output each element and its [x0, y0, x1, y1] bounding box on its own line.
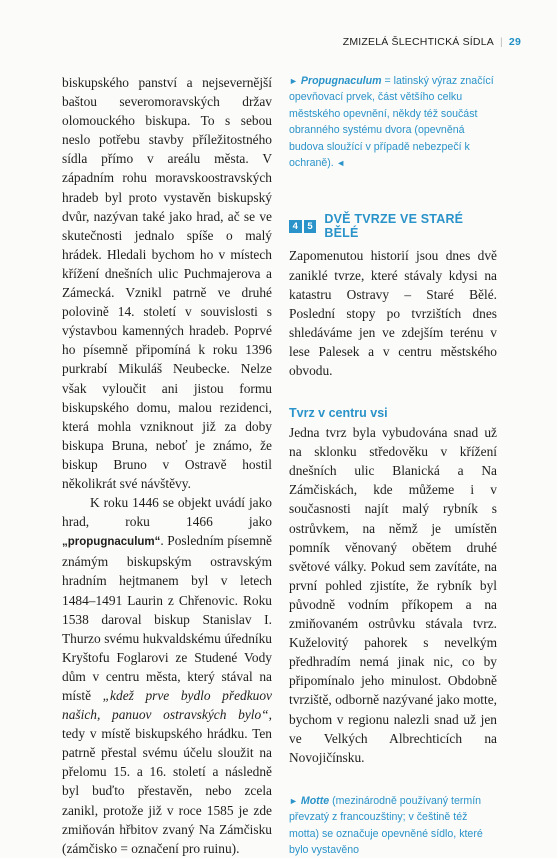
running-header	[343, 36, 521, 48]
glossary-term: Motte	[300, 794, 330, 807]
left-column	[62, 73, 272, 858]
subsection-heading: Tvrz v centru vsi	[289, 406, 388, 421]
map-marker-4: 4	[289, 220, 302, 233]
historical-quote: „kdež prve bydlo předkuov našich, panuov ostravských bylo“	[62, 688, 272, 723]
glossary-note-propugnaculum	[289, 73, 497, 171]
right-column	[289, 73, 497, 858]
section-title: DVĚ TVRZE VE STARÉ BĚLÉ	[324, 212, 464, 241]
chapter-title: ZMIZELÁ ŠLECHTICKÁ SÍDLA	[342, 36, 494, 48]
text-segment: K roku 1446 se objekt uvádí jako hrad, roku 1466 jako	[62, 495, 272, 530]
text-segment: , tedy v místě biskupského hrádku. Ten patrně přestal svému účelu sloužit na přelomu 15. a 16. století a následně byl buďto přestavěn, nebo zcela zanikl, protože již v roce 1585 je zde zmiňován hřbitov zvaný Na Zámčisku (zámčisko = označení pro ruinu).	[62, 707, 272, 856]
map-marker-5: 5	[304, 220, 317, 233]
glossary-note-motte	[289, 793, 497, 858]
section-heading	[289, 212, 497, 240]
section-intro: Zapomenutou historií jsou dnes dvě zaniklé tvrze, které stávaly kdysi na katastru Ostravy – Staré Bělé. Poslední stopy po tvrzištích dnes shledáváme jen ve zdejším terénu v lese Palesek a v centru městského obvodu.	[289, 248, 497, 378]
glossary-text: = latinský výraz značící opevňovací prvek, část většího celku městského opevnění, někdy též součást obranného systému dvora (opevněná budova sloužící v případě nebezpečí k ochraně).	[289, 75, 494, 170]
bold-term-propugnaculum: „propugnaculum“	[62, 536, 161, 549]
arrow-right-icon: ►	[289, 795, 298, 806]
text-segment: . Posledním písemně známým biskupským ostravským hradním hejtmanem byl v letech 1484–1491 Laurin z Chřenovic. Roku 1538 daroval biskup Stanislav I. Thurzo svému hukvaldskému úředníku Kryštofu Foglarovi ze Studené Vody dům v centru města, který stával na místě	[62, 533, 272, 703]
page-number: 29	[508, 36, 521, 48]
header-separator: |	[499, 36, 503, 48]
paragraph-bishop-castle: biskupského panství a nejsevernější baštou severomoravských držav olomouckého biskupa. To s sebou neslo potřebu stavby příležitostného sídla přímo v areálu města. V západním rohu moravskoostravských hradeb byl proto vystavěn biskupský dvůr, nazývan také jako hrad, ač se ve skutečnosti jednalo spíše o malý hrádek. Hledali bychom ho v místech křížení dnešních ulic Puchmajerova a Zámecká. Vznikl patrně ve druhé polovině 14. století v souvislosti s výstavbou kamenných hradeb. Poprvé ho písemně připomíná k roku 1396 purkrabí Mikuláš Neubecke. Nelze však vyloučit ani jistou formu biskupského domu, malou rezidenci, která mohla vzniknout již za doby biskupa Bruna, neboť je známo, že biskup Bruno v Ostravě hostil několikrát své návštěvy.	[62, 75, 272, 491]
arrow-left-icon: ◄	[333, 158, 346, 169]
glossary-text: (mezinárodně používaný termín převzatý z francouzštiny; v češtině též motta) se označuje opevněné sídlo, které bylo vystavěno	[289, 794, 483, 856]
paragraph-castle-history	[62, 493, 272, 858]
subsection-text: Jedna tvrz byla vybudována snad už na sklonku středověku v křížení dnešních ulic Blanická a Na Zámčiskách, kde můžeme i v současnosti najít malý rybník s ostrůvkem, na němž je umístěn pomník věnovaný obětem druhé světové války. Pokud sem zavítáte, na první pohled zjistíte, že rybník byl původně vodním příkopem a na zmiňovaném ostrůvku stávala tvrz. Kuželovitý pahorek s nevelkým předhradím nemá jinak nic, co by připomínalo jeho minulost. Obdobně tvrziště, odborně nazývané jako motte, bychom v regionu nalezli snad už jen ve Velkých Albrechticích na Novojičínsku.	[289, 425, 497, 765]
arrow-right-icon: ►	[289, 76, 298, 86]
glossary-term: Propugnaculum	[300, 75, 382, 87]
